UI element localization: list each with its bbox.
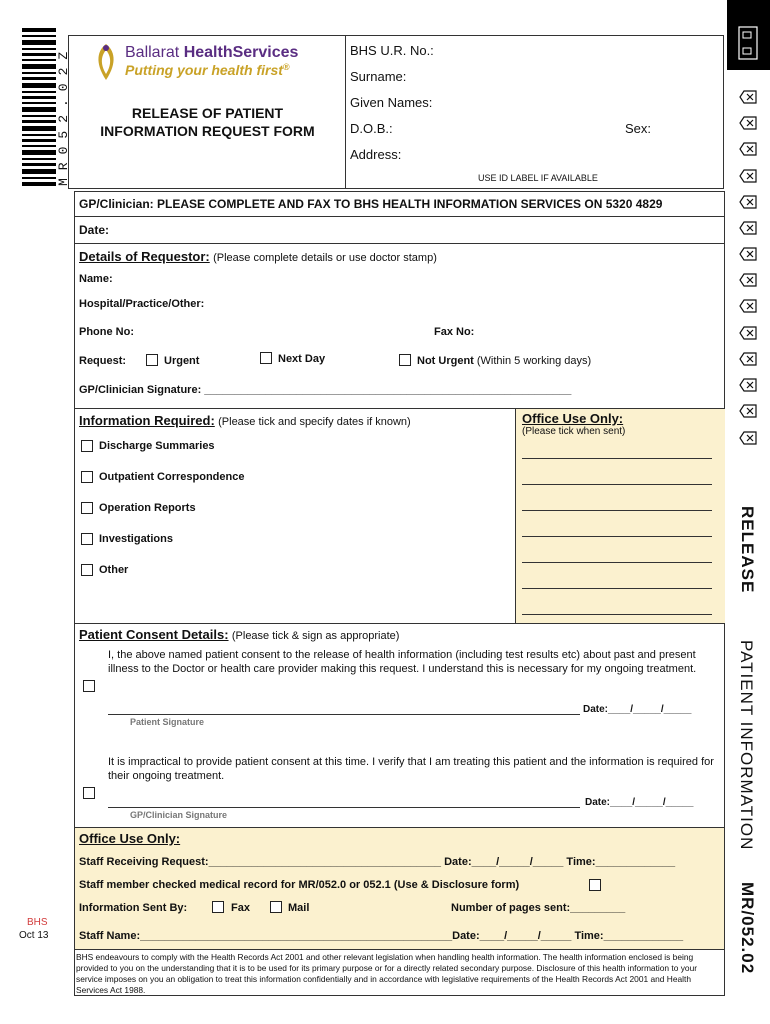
requestor-name-label: Name:	[79, 273, 113, 285]
staff-receiving-field[interactable]: Staff Receiving Request:______________________________________ Date:____/_____/_____ Time:_____________	[79, 856, 676, 868]
patient-signature-line[interactable]	[108, 714, 580, 715]
logo-emblem-icon	[90, 40, 122, 82]
requestor-fax-label: Fax No:	[434, 326, 475, 338]
address-label: Address:	[350, 147, 402, 162]
not-urgent-label: Not Urgent	[417, 355, 474, 367]
barcode-text: MR052.02Z	[56, 43, 71, 186]
requestor-heading-note: (Please complete details or use doctor stamp)	[213, 252, 437, 264]
urgent-checkbox[interactable]	[146, 354, 158, 366]
delete-icon	[739, 90, 757, 104]
delete-icon	[739, 169, 757, 183]
requestor-hospital-label: Hospital/Practice/Other:	[79, 298, 205, 310]
footer-legal-text: BHS endeavours to comply with the Health Records Act 2001 and other relevant legislation when handling health information. The health information enclosed is being provided to you on the understanding that it is to be used for its primary purpose or for a directly related secondary purpose. Disclosure of this health information to your service imposes on you an obligation to treat this information confidentially and in accordance with legislative requirements of the Health Records Act 2001 and Health Services Act 1988.	[76, 952, 698, 995]
not-urgent-note: (Within 5 working days)	[476, 355, 592, 367]
info-required-note: (Please tick and specify dates if known)	[218, 416, 411, 428]
logo-name-part1: Ballarat	[125, 44, 184, 61]
requestor-heading: Details of Requestor:	[79, 249, 210, 264]
clinician-signature-field[interactable]: GP/Clinician Signature: ____________________________________________________________	[79, 384, 572, 396]
consent-heading: Patient Consent Details:	[79, 627, 229, 642]
delete-icon	[739, 299, 757, 313]
sex-label: Sex:	[625, 121, 652, 136]
barcode	[22, 28, 56, 186]
office-tick-line[interactable]	[522, 588, 712, 589]
mail-checkbox[interactable]	[270, 901, 282, 913]
logo-trademark: ®	[282, 62, 290, 72]
delete-icon	[739, 116, 757, 130]
office-tick-line[interactable]	[522, 536, 712, 537]
info-sent-by-label: Information Sent By:	[79, 902, 188, 914]
requestor-phone-label: Phone No:	[79, 326, 134, 338]
operation-reports-checkbox[interactable]	[81, 502, 93, 514]
operation-reports-label: Operation Reports	[99, 502, 196, 514]
id-label-note: USE ID LABEL IF AVAILABLE	[478, 173, 598, 183]
fax-option-label: Fax	[231, 902, 250, 914]
office-tick-line[interactable]	[522, 510, 712, 511]
other-label: Other	[99, 564, 129, 576]
clinician-consent-checkbox[interactable]	[83, 787, 95, 799]
release-side-label: RELEASE	[738, 506, 757, 594]
discharge-summaries-checkbox[interactable]	[81, 440, 93, 452]
next-day-label: Next Day	[278, 353, 326, 365]
request-label: Request:	[79, 355, 127, 367]
urgent-label: Urgent	[164, 355, 200, 367]
dob-label: D.O.B.:	[350, 121, 393, 136]
mail-option-label: Mail	[288, 902, 310, 914]
delete-icon	[739, 221, 757, 235]
barcode-graphic	[22, 28, 56, 186]
form-title	[70, 104, 345, 140]
delete-icon	[739, 142, 757, 156]
investigations-label: Investigations	[99, 533, 173, 545]
date-label: Date:	[79, 223, 110, 237]
not-urgent-checkbox[interactable]	[399, 354, 411, 366]
office-tick-line[interactable]	[522, 484, 712, 485]
form-title-line1: RELEASE OF PATIENT	[131, 105, 284, 121]
patient-consent-checkbox[interactable]	[83, 680, 95, 692]
patient-signature-label: Patient Signature	[130, 717, 205, 727]
discharge-summaries-label: Discharge Summaries	[99, 440, 215, 452]
office-use-side-panel	[515, 409, 725, 623]
delete-icon	[739, 378, 757, 392]
ur-no-label: BHS U.R. No.:	[350, 43, 434, 58]
checked-record-checkbox[interactable]	[589, 879, 601, 891]
next-day-checkbox[interactable]	[260, 352, 272, 364]
logo-tagline: Putting your health first	[125, 62, 283, 78]
form-title-line2: INFORMATION REQUEST FORM	[100, 123, 315, 139]
delete-icon	[739, 273, 757, 287]
consent-statement-1: I, the above named patient consent to the release of health information (including test results etc) about past and present illness to the Doctor or health care provider making this request. I understand this is necessary for my ongoing treatment.	[108, 649, 697, 675]
consent-heading-note: (Please tick & sign as appropriate)	[231, 630, 400, 642]
other-checkbox[interactable]	[81, 564, 93, 576]
delete-icon	[739, 352, 757, 366]
consent-date-2[interactable]: Date:____/_____/_____	[585, 797, 694, 808]
consent-statement-2: It is impractical to provide patient consent at this time. I verify that I am treating this patient and the information is required for their ongoing treatment.	[108, 756, 714, 782]
staff-name-field[interactable]: Staff Name:___________________________________________________Date:____/_____/_____ Time:_____________	[79, 930, 684, 942]
office-use-heading: Office Use Only:	[79, 831, 181, 846]
clinician-signature-label: GP/Clinician Signature	[130, 810, 228, 820]
surname-label: Surname:	[350, 69, 407, 84]
delete-icon	[739, 326, 757, 340]
delete-icon	[739, 431, 757, 445]
info-required-heading: Information Required:	[79, 413, 215, 428]
instruction-line: GP/Clinician: PLEASE COMPLETE AND FAX TO BHS HEALTH INFORMATION SERVICES ON 5320 4829	[79, 197, 663, 211]
delete-icon	[739, 195, 757, 209]
office-use-side-heading: Office Use Only:	[522, 411, 624, 426]
hole-punch-icon	[738, 26, 760, 62]
checked-record-label: Staff member checked medical record for MR/052.0 or 052.1 (Use & Disclosure form)	[79, 879, 520, 891]
form-number-side-label: MR/052.02	[738, 882, 757, 975]
outpatient-correspondence-label: Outpatient Correspondence	[99, 471, 245, 483]
logo	[90, 40, 330, 90]
patient-info-side-label: PATIENT INFORMATION	[737, 640, 756, 851]
outpatient-correspondence-checkbox[interactable]	[81, 471, 93, 483]
logo-name-part2: HealthServices	[183, 44, 299, 61]
delete-icon	[739, 404, 757, 418]
given-names-label: Given Names:	[350, 95, 433, 110]
office-tick-line[interactable]	[522, 458, 712, 459]
office-tick-line[interactable]	[522, 614, 712, 615]
investigations-checkbox[interactable]	[81, 533, 93, 545]
consent-date-1[interactable]: Date:____/_____/_____	[583, 704, 692, 715]
clinician-signature-line[interactable]	[108, 807, 580, 808]
delete-icon	[739, 247, 757, 261]
date-side-label: Oct 13	[19, 930, 49, 941]
office-tick-line[interactable]	[522, 562, 712, 563]
pages-sent-field[interactable]: Number of pages sent:_________	[451, 902, 626, 914]
fax-checkbox[interactable]	[212, 901, 224, 913]
bhs-side-label: BHS	[27, 917, 48, 928]
office-use-side-note: (Please tick when sent)	[522, 426, 626, 437]
